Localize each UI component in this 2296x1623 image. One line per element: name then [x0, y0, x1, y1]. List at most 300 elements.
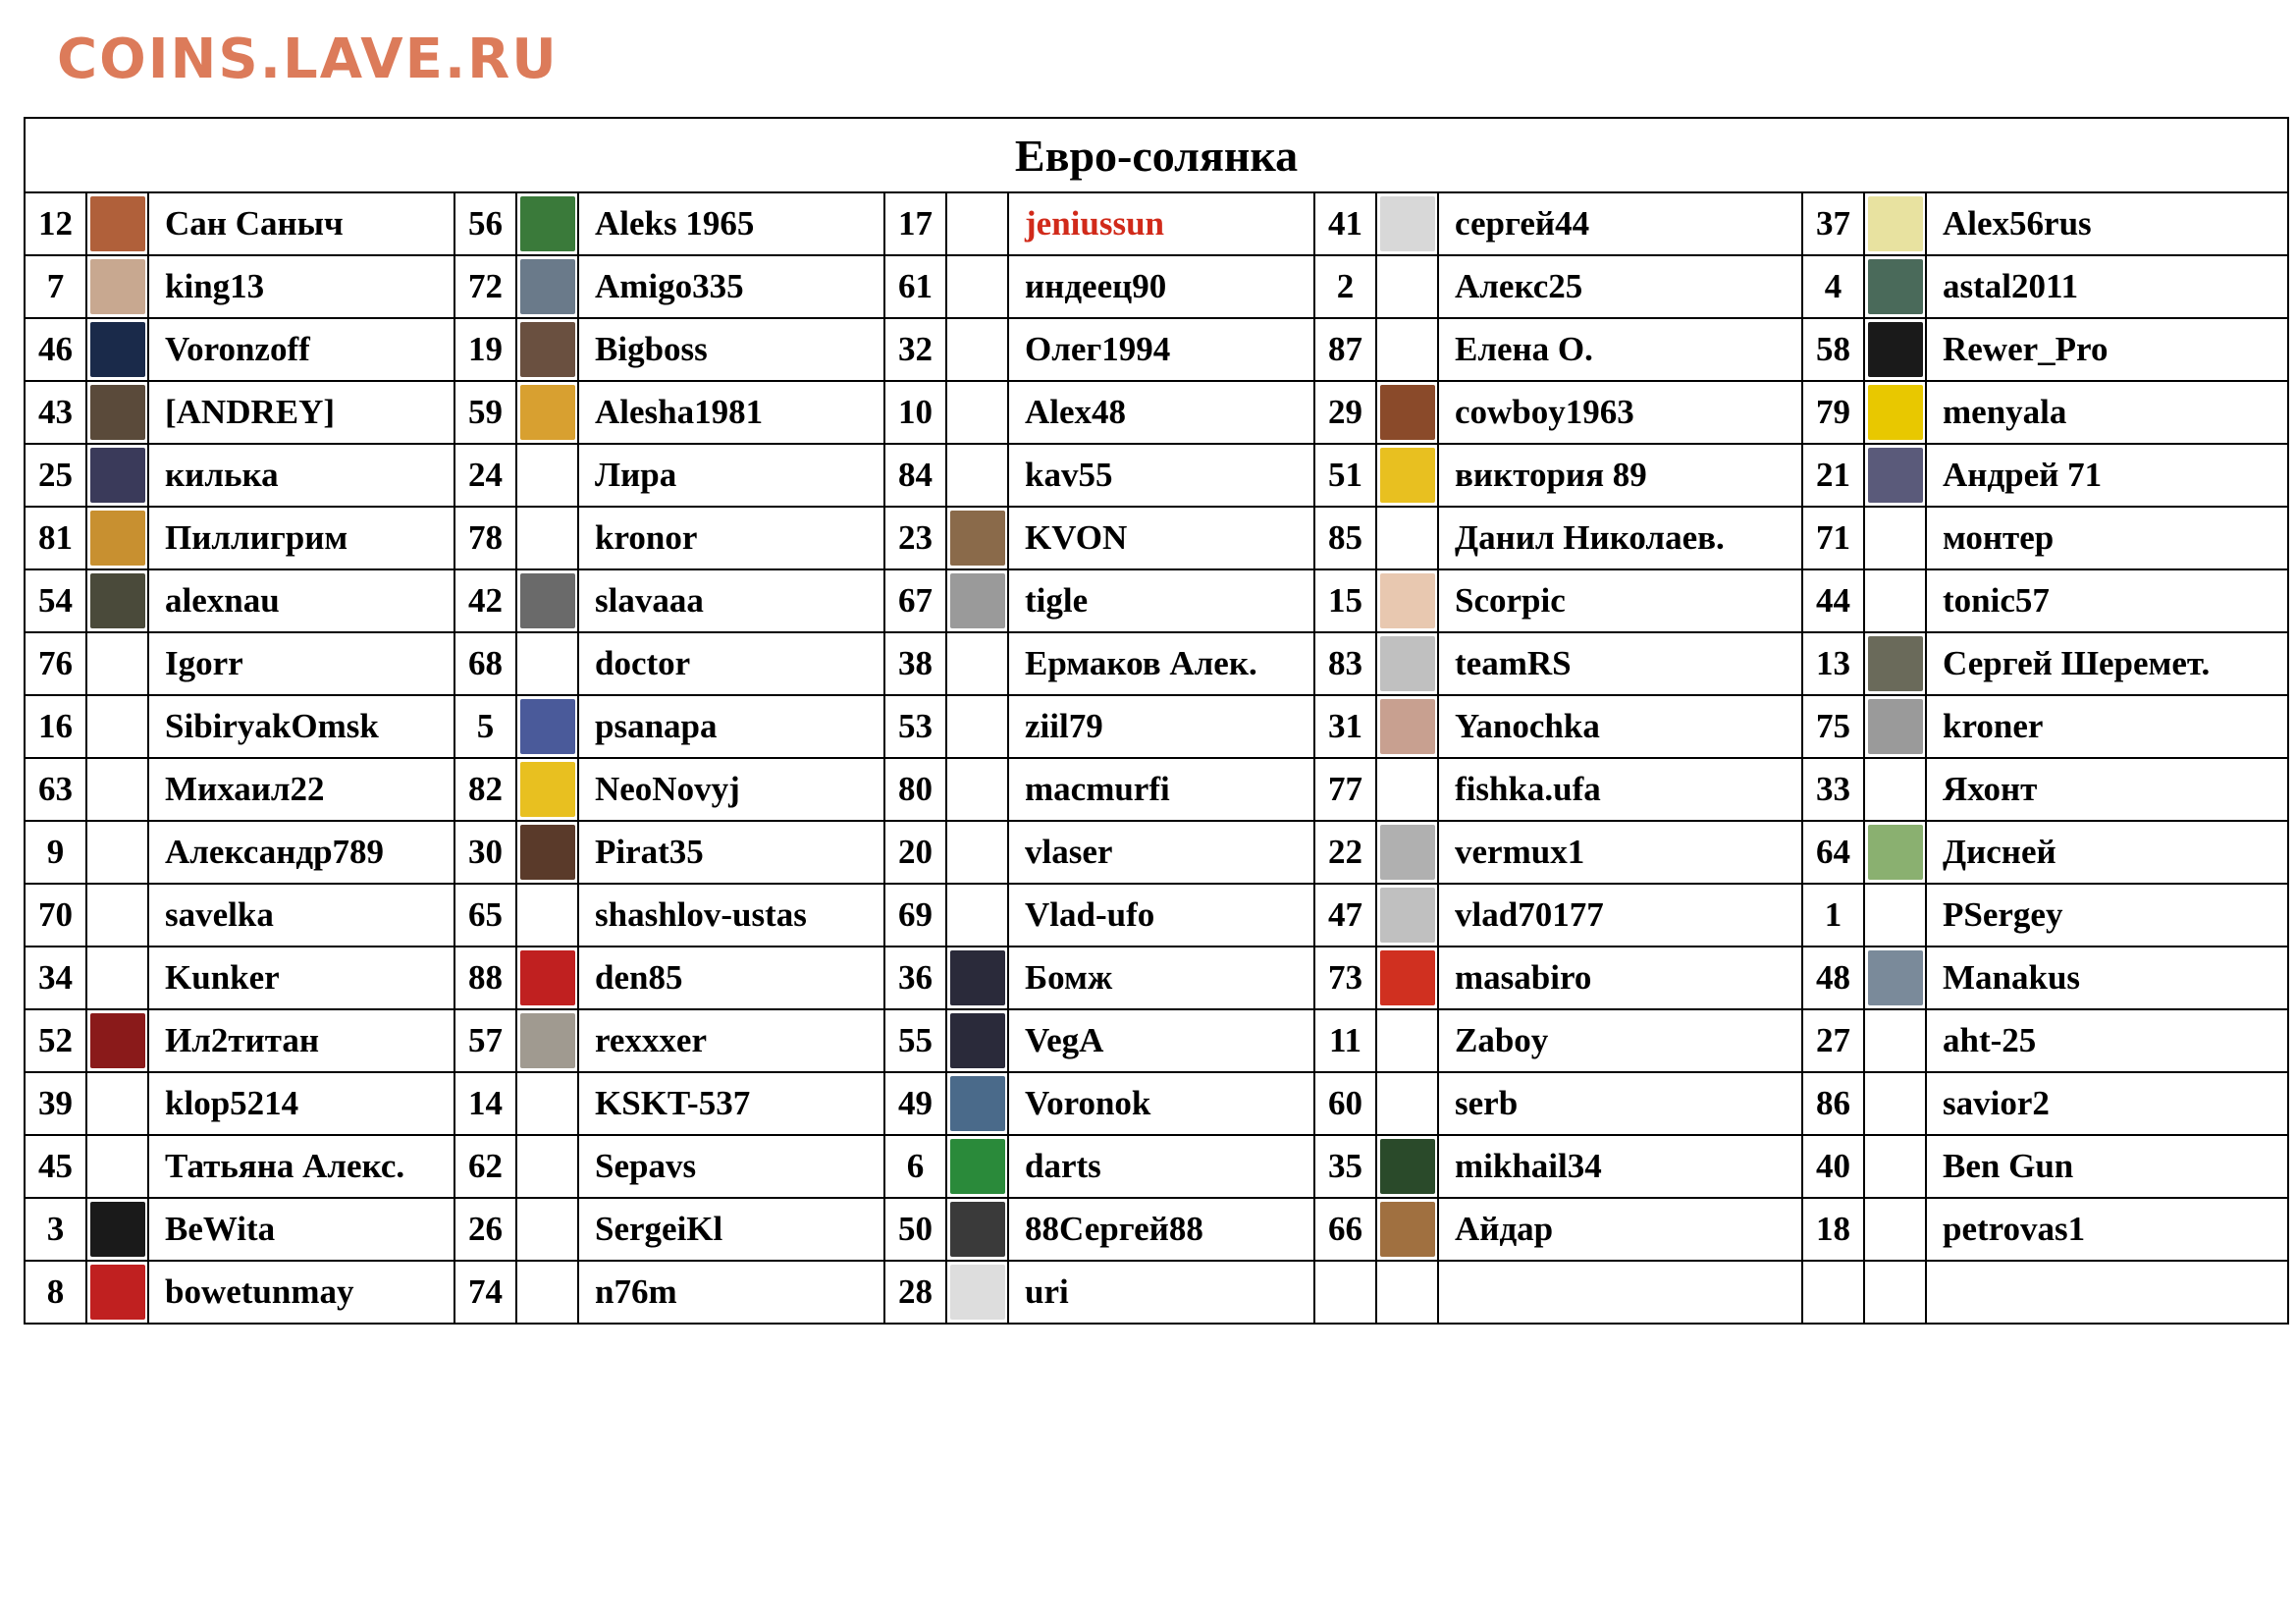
table-row [25, 381, 2288, 444]
participant-number: 50 [884, 1198, 946, 1261]
avatar[interactable] [520, 762, 575, 817]
avatar[interactable] [950, 1139, 1005, 1194]
table-row [25, 884, 2288, 947]
avatar[interactable] [1380, 888, 1435, 943]
participant-number: 16 [25, 695, 86, 758]
avatar[interactable] [1380, 825, 1435, 880]
participant-number: 63 [25, 758, 86, 821]
participant-name[interactable]: SergeiKl [578, 1198, 884, 1261]
participant-name[interactable]: kav55 [1008, 444, 1314, 507]
table-body [25, 192, 2288, 1324]
avatar-cell [86, 1072, 148, 1135]
avatar[interactable] [1380, 573, 1435, 628]
avatar[interactable] [1380, 448, 1435, 503]
avatar[interactable] [1868, 636, 1923, 691]
avatar[interactable] [520, 196, 575, 251]
avatar-cell [1376, 1072, 1438, 1135]
avatar-cell [86, 381, 148, 444]
participant-number: 61 [884, 255, 946, 318]
participant-name[interactable]: Яхонт [1926, 758, 2288, 821]
participant-number: 36 [884, 947, 946, 1009]
participant-name[interactable]: Александр789 [148, 821, 454, 884]
avatar-cell [946, 318, 1008, 381]
avatar-cell [1376, 1261, 1438, 1324]
participant-name[interactable]: виктория 89 [1438, 444, 1802, 507]
avatar[interactable] [90, 385, 145, 440]
participant-number: 85 [1314, 507, 1376, 569]
avatar[interactable] [1868, 950, 1923, 1005]
participant-name[interactable]: shashlov-ustas [578, 884, 884, 947]
avatar-cell [1376, 758, 1438, 821]
participant-number: 14 [454, 1072, 516, 1135]
avatar-cell [1376, 1135, 1438, 1198]
avatar[interactable] [520, 825, 575, 880]
participant-number: 44 [1802, 569, 1864, 632]
participant-name[interactable]: masabiro [1438, 947, 1802, 1009]
participant-number: 88 [454, 947, 516, 1009]
avatar-cell [1864, 821, 1926, 884]
avatar-cell [86, 444, 148, 507]
participant-name[interactable]: Voronzoff [148, 318, 454, 381]
avatar-cell [516, 569, 578, 632]
participant-name[interactable]: монтер [1926, 507, 2288, 569]
participant-name[interactable]: Sepavs [578, 1135, 884, 1198]
participant-number: 77 [1314, 758, 1376, 821]
participant-name[interactable]: jeniussun [1008, 192, 1314, 255]
participant-number: 55 [884, 1009, 946, 1072]
participant-number: 65 [454, 884, 516, 947]
participant-number: 72 [454, 255, 516, 318]
participant-name[interactable]: n76m [578, 1261, 884, 1324]
avatar-cell [1376, 695, 1438, 758]
avatar-cell [1864, 569, 1926, 632]
participant-name[interactable]: savior2 [1926, 1072, 2288, 1135]
participant-number: 4 [1802, 255, 1864, 318]
participant-name[interactable]: Ермаков Алек. [1008, 632, 1314, 695]
participant-name[interactable]: rexxxer [578, 1009, 884, 1072]
avatar-cell [516, 821, 578, 884]
participant-name[interactable]: Елена О. [1438, 318, 1802, 381]
participant-name[interactable]: Ben Gun [1926, 1135, 2288, 1198]
participant-name[interactable]: PSergey [1926, 884, 2288, 947]
participant-name[interactable]: Kunker [148, 947, 454, 1009]
avatar-cell [516, 884, 578, 947]
avatar[interactable] [950, 1265, 1005, 1320]
avatar-cell [946, 1261, 1008, 1324]
participant-number: 23 [884, 507, 946, 569]
avatar[interactable] [1868, 699, 1923, 754]
avatar-cell [516, 758, 578, 821]
avatar[interactable] [1380, 636, 1435, 691]
participant-number: 82 [454, 758, 516, 821]
table-row [25, 947, 2288, 1009]
participant-number: 83 [1314, 632, 1376, 695]
participant-number: 11 [1314, 1009, 1376, 1072]
avatar-cell [946, 444, 1008, 507]
participant-name[interactable]: fishka.ufa [1438, 758, 1802, 821]
participant-name[interactable]: kroner [1926, 695, 2288, 758]
avatar-cell [1864, 318, 1926, 381]
avatar-cell [86, 1009, 148, 1072]
participant-name[interactable]: Igorr [148, 632, 454, 695]
participant-name[interactable]: menyala [1926, 381, 2288, 444]
participant-name[interactable]: tigle [1008, 569, 1314, 632]
participant-number: 78 [454, 507, 516, 569]
participant-name[interactable]: serb [1438, 1072, 1802, 1135]
avatar[interactable] [90, 322, 145, 377]
participant-name[interactable]: Alex48 [1008, 381, 1314, 444]
avatar[interactable] [1380, 950, 1435, 1005]
participant-name[interactable]: aht-25 [1926, 1009, 2288, 1072]
participant-name[interactable]: Бомж [1008, 947, 1314, 1009]
avatar-cell [946, 255, 1008, 318]
participant-number: 54 [25, 569, 86, 632]
avatar-cell [1864, 1009, 1926, 1072]
participant-number: 64 [1802, 821, 1864, 884]
avatar[interactable] [1380, 1202, 1435, 1257]
participant-number: 10 [884, 381, 946, 444]
participant-name[interactable]: vlad70177 [1438, 884, 1802, 947]
participant-number: 56 [454, 192, 516, 255]
avatar-cell [1376, 381, 1438, 444]
participant-name[interactable]: Дисней [1926, 821, 2288, 884]
participant-number: 48 [1802, 947, 1864, 1009]
participant-name[interactable]: den85 [578, 947, 884, 1009]
participant-number: 22 [1314, 821, 1376, 884]
avatar[interactable] [520, 385, 575, 440]
table-row [25, 1135, 2288, 1198]
participant-name[interactable]: Олег1994 [1008, 318, 1314, 381]
avatar[interactable] [950, 950, 1005, 1005]
avatar-cell [1864, 632, 1926, 695]
participant-name[interactable]: 88Сергей88 [1008, 1198, 1314, 1261]
participant-name[interactable]: SibiryakOmsk [148, 695, 454, 758]
table-row [25, 1072, 2288, 1135]
participant-number: 66 [1314, 1198, 1376, 1261]
participant-name[interactable]: vermux1 [1438, 821, 1802, 884]
avatar-cell [86, 758, 148, 821]
participant-number: 43 [25, 381, 86, 444]
avatar[interactable] [1868, 196, 1923, 251]
participant-name[interactable]: [ANDREY] [148, 381, 454, 444]
table-row [25, 507, 2288, 569]
participant-number: 79 [1802, 381, 1864, 444]
avatar[interactable] [90, 448, 145, 503]
participant-name[interactable]: tonic57 [1926, 569, 2288, 632]
participant-name[interactable]: VegA [1008, 1009, 1314, 1072]
participant-number: 33 [1802, 758, 1864, 821]
participant-name[interactable]: индеец90 [1008, 255, 1314, 318]
participant-name[interactable]: Alesha1981 [578, 381, 884, 444]
participant-number: 71 [1802, 507, 1864, 569]
participant-number: 62 [454, 1135, 516, 1198]
participant-number: 84 [884, 444, 946, 507]
avatar[interactable] [950, 573, 1005, 628]
avatar-cell [1376, 569, 1438, 632]
table-row [25, 569, 2288, 632]
table-row [25, 821, 2288, 884]
avatar[interactable] [520, 573, 575, 628]
participant-name[interactable]: Алекс25 [1438, 255, 1802, 318]
avatar-cell [946, 947, 1008, 1009]
avatar-cell [516, 1261, 578, 1324]
participant-name[interactable]: bowetunmay [148, 1261, 454, 1324]
avatar-cell [1376, 1198, 1438, 1261]
participant-name[interactable]: Yanochka [1438, 695, 1802, 758]
participant-name[interactable]: Сергей Шеремет. [1926, 632, 2288, 695]
avatar[interactable] [1868, 825, 1923, 880]
avatar-cell [1864, 1198, 1926, 1261]
avatar-cell [86, 318, 148, 381]
table-row [25, 632, 2288, 695]
avatar-cell [1864, 192, 1926, 255]
avatar[interactable] [90, 511, 145, 566]
avatar-cell [946, 381, 1008, 444]
avatar-cell [516, 318, 578, 381]
participant-name[interactable]: KSKT-537 [578, 1072, 884, 1135]
participant-number: 24 [454, 444, 516, 507]
participant-name[interactable]: teamRS [1438, 632, 1802, 695]
participant-name[interactable]: cowboy1963 [1438, 381, 1802, 444]
participant-number: 76 [25, 632, 86, 695]
participant-name [1926, 1261, 2288, 1324]
avatar-cell [86, 192, 148, 255]
avatar-cell [946, 884, 1008, 947]
avatar[interactable] [1868, 385, 1923, 440]
avatar[interactable] [1380, 699, 1435, 754]
participant-name[interactable]: astal2011 [1926, 255, 2288, 318]
avatar-cell [516, 192, 578, 255]
participant-number [1314, 1261, 1376, 1324]
table-row [25, 255, 2288, 318]
participant-name[interactable]: macmurfi [1008, 758, 1314, 821]
participant-name[interactable]: Bigboss [578, 318, 884, 381]
participant-number: 81 [25, 507, 86, 569]
avatar[interactable] [90, 196, 145, 251]
avatar-cell [516, 947, 578, 1009]
avatar-cell [516, 1198, 578, 1261]
participant-number: 17 [884, 192, 946, 255]
participant-number: 31 [1314, 695, 1376, 758]
participant-number: 30 [454, 821, 516, 884]
participant-name[interactable]: Vlad-ufo [1008, 884, 1314, 947]
participant-name[interactable]: kronor [578, 507, 884, 569]
avatar-cell [1864, 1261, 1926, 1324]
avatar-cell [1376, 1009, 1438, 1072]
avatar-cell [86, 884, 148, 947]
participant-name[interactable]: klop5214 [148, 1072, 454, 1135]
participant-number: 46 [25, 318, 86, 381]
participant-name[interactable]: savelka [148, 884, 454, 947]
avatar-cell [86, 695, 148, 758]
avatar-cell [1376, 192, 1438, 255]
participant-number: 21 [1802, 444, 1864, 507]
participant-name[interactable]: psanapa [578, 695, 884, 758]
participant-name[interactable]: Лира [578, 444, 884, 507]
participant-name[interactable]: Zaboy [1438, 1009, 1802, 1072]
avatar[interactable] [90, 573, 145, 628]
avatar-cell [946, 192, 1008, 255]
avatar[interactable] [90, 1202, 145, 1257]
participant-name[interactable]: Alex56rus [1926, 192, 2288, 255]
avatar[interactable] [90, 259, 145, 314]
participant-name[interactable]: NeoNovyj [578, 758, 884, 821]
avatar-cell [516, 632, 578, 695]
avatar-cell [1864, 695, 1926, 758]
participant-number: 53 [884, 695, 946, 758]
participant-name[interactable]: king13 [148, 255, 454, 318]
avatar[interactable] [520, 259, 575, 314]
participant-name[interactable]: Татьяна Алекс. [148, 1135, 454, 1198]
participant-name[interactable]: KVON [1008, 507, 1314, 569]
participant-number: 68 [454, 632, 516, 695]
avatar[interactable] [1868, 448, 1923, 503]
avatar[interactable] [520, 322, 575, 377]
avatar-cell [86, 632, 148, 695]
participant-number: 45 [25, 1135, 86, 1198]
participant-number: 5 [454, 695, 516, 758]
participants-table [24, 117, 2289, 1325]
avatar-cell [86, 569, 148, 632]
participant-name[interactable]: slavaaa [578, 569, 884, 632]
avatar-cell [1864, 947, 1926, 1009]
participant-name[interactable]: doctor [578, 632, 884, 695]
participant-name[interactable]: Пиллигрим [148, 507, 454, 569]
participant-name[interactable]: Rewer_Pro [1926, 318, 2288, 381]
participant-name[interactable]: Aleks 1965 [578, 192, 884, 255]
avatar[interactable] [90, 1265, 145, 1320]
avatar-cell [1376, 507, 1438, 569]
participant-number: 28 [884, 1261, 946, 1324]
table-row [25, 695, 2288, 758]
avatar-cell [1376, 821, 1438, 884]
participant-name[interactable]: ziil79 [1008, 695, 1314, 758]
avatar-cell [1864, 884, 1926, 947]
table-row [25, 444, 2288, 507]
avatar-cell [1376, 947, 1438, 1009]
participant-name[interactable]: Pirat35 [578, 821, 884, 884]
participant-name[interactable]: darts [1008, 1135, 1314, 1198]
avatar[interactable] [1380, 385, 1435, 440]
participant-name[interactable]: mikhail34 [1438, 1135, 1802, 1198]
avatar[interactable] [950, 1076, 1005, 1131]
table-row [25, 1261, 2288, 1324]
participant-number: 41 [1314, 192, 1376, 255]
avatar[interactable] [1380, 1139, 1435, 1194]
avatar[interactable] [950, 1202, 1005, 1257]
avatar-cell [1376, 318, 1438, 381]
avatar-cell [516, 1135, 578, 1198]
avatar-cell [516, 444, 578, 507]
table-row [25, 758, 2288, 821]
participant-name[interactable]: Михаил22 [148, 758, 454, 821]
avatar-cell [86, 1135, 148, 1198]
participant-name[interactable]: petrovas1 [1926, 1198, 2288, 1261]
participant-number: 74 [454, 1261, 516, 1324]
avatar-cell [946, 1135, 1008, 1198]
avatar-cell [516, 381, 578, 444]
participant-name[interactable]: килька [148, 444, 454, 507]
avatar-cell [86, 947, 148, 1009]
avatar[interactable] [520, 699, 575, 754]
avatar-cell [946, 632, 1008, 695]
participant-name[interactable]: vlaser [1008, 821, 1314, 884]
avatar-cell [1376, 255, 1438, 318]
avatar-cell [1864, 507, 1926, 569]
avatar-cell [86, 821, 148, 884]
avatar[interactable] [950, 1013, 1005, 1068]
participant-number: 60 [1314, 1072, 1376, 1135]
participant-number: 26 [454, 1198, 516, 1261]
participant-name[interactable]: BeWita [148, 1198, 454, 1261]
participant-name[interactable]: Scorpic [1438, 569, 1802, 632]
participant-number: 70 [25, 884, 86, 947]
avatar[interactable] [1868, 259, 1923, 314]
participant-name[interactable]: Manakus [1926, 947, 2288, 1009]
participant-number: 18 [1802, 1198, 1864, 1261]
participant-name[interactable]: Ил2титан [148, 1009, 454, 1072]
avatar-cell [946, 1009, 1008, 1072]
participant-name[interactable]: сергей44 [1438, 192, 1802, 255]
participant-name[interactable]: Сан Саныч [148, 192, 454, 255]
participant-number: 57 [454, 1009, 516, 1072]
participant-name[interactable]: Данил Николаев. [1438, 507, 1802, 569]
avatar-cell [946, 758, 1008, 821]
participant-number: 47 [1314, 884, 1376, 947]
participant-name[interactable]: Андрей 71 [1926, 444, 2288, 507]
avatar[interactable] [1868, 322, 1923, 377]
participant-number: 37 [1802, 192, 1864, 255]
avatar-cell [86, 507, 148, 569]
participant-number: 75 [1802, 695, 1864, 758]
avatar[interactable] [90, 1013, 145, 1068]
participant-name[interactable]: Voronok [1008, 1072, 1314, 1135]
participant-number: 25 [25, 444, 86, 507]
participant-number [1802, 1261, 1864, 1324]
avatar-cell [946, 569, 1008, 632]
avatar[interactable] [520, 1013, 575, 1068]
table-title: Евро-солянка [25, 118, 2288, 192]
participant-number: 20 [884, 821, 946, 884]
avatar[interactable] [950, 511, 1005, 566]
participant-name[interactable]: uri [1008, 1261, 1314, 1324]
avatar-cell [516, 1009, 578, 1072]
participant-number: 8 [25, 1261, 86, 1324]
participant-number: 12 [25, 192, 86, 255]
participant-number: 52 [25, 1009, 86, 1072]
participant-number: 38 [884, 632, 946, 695]
table-row [25, 192, 2288, 255]
avatar-cell [516, 1072, 578, 1135]
participant-name[interactable]: Айдар [1438, 1198, 1802, 1261]
avatar[interactable] [1380, 196, 1435, 251]
participant-number: 7 [25, 255, 86, 318]
avatar-cell [1864, 758, 1926, 821]
avatar-cell [86, 1261, 148, 1324]
avatar-cell [1864, 444, 1926, 507]
participant-number: 27 [1802, 1009, 1864, 1072]
avatar-cell [86, 255, 148, 318]
avatar[interactable] [520, 950, 575, 1005]
avatar-cell [516, 507, 578, 569]
participant-number: 67 [884, 569, 946, 632]
participant-name[interactable]: Amigo335 [578, 255, 884, 318]
site-logo[interactable]: COINS.LAVE.RU [57, 27, 559, 91]
participant-name[interactable]: alexnau [148, 569, 454, 632]
avatar-cell [1864, 1135, 1926, 1198]
avatar-cell [1376, 444, 1438, 507]
avatar-cell [1864, 381, 1926, 444]
